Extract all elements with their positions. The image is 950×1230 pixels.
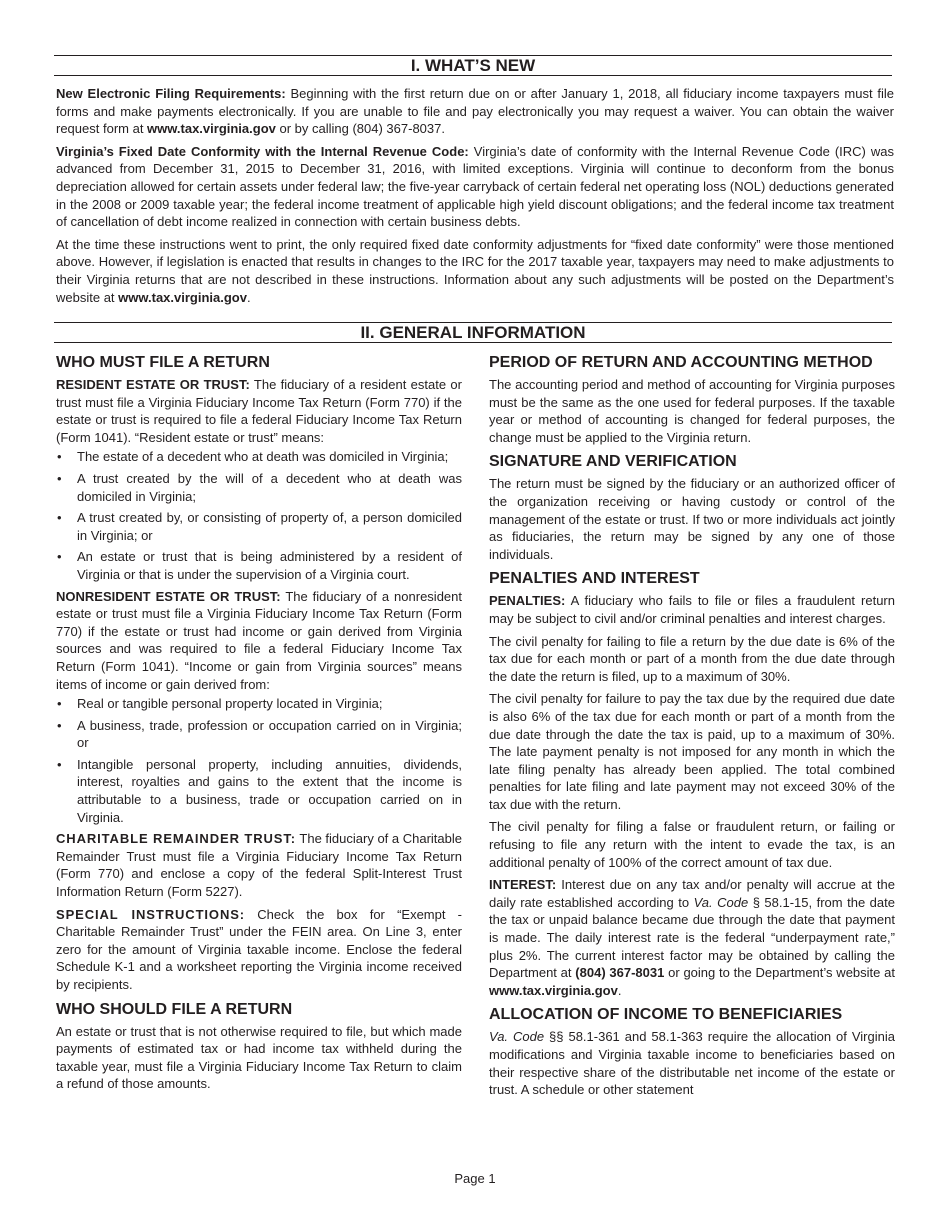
bullet-icon: • — [57, 549, 62, 565]
list-item — [56, 509, 462, 544]
bullet-icon: • — [57, 696, 62, 712]
section-heading-general-information: II. GENERAL INFORMATION — [54, 322, 892, 343]
text: . — [617, 982, 622, 998]
text: §§ 58.1-361 and 58.1-363 require the allocation of Virginia modifications and Virginia taxable income to beneficiaries based on their respective share of the distributable net income of the estate or trust. A schedule or other statement — [489, 1029, 895, 1098]
bullet-icon: • — [57, 510, 62, 526]
label-charitable: CHARITABLE REMAINDER TRUST: — [56, 831, 297, 847]
label-fixed-date-conformity: Virginia’s Fixed Date Conformity with the Internal Revenue Code: — [56, 143, 469, 159]
right-column — [489, 352, 895, 1104]
paragraph-signature: The return must be signed by the fiduciary or an authorized officer of the organization receiving or having custody or control of the management of the estate or trust. If two or more individuals act jointly as fiduciaries, the return may be signed by any one of those individuals. — [489, 476, 895, 562]
list-item-text: A business, trade, profession or occupation carried on in Virginia; or — [77, 717, 462, 751]
bullet-icon: • — [57, 756, 62, 772]
text: or by calling (804) 367-8037. — [275, 121, 445, 137]
list-item — [56, 470, 462, 505]
paragraph-resident — [56, 376, 462, 446]
heading-period-of-return: PERIOD OF RETURN AND ACCOUNTING METHOD — [489, 354, 873, 371]
nonresident-bullet-list — [56, 695, 462, 826]
list-item-text: Real or tangible personal property located in Virginia; — [77, 696, 383, 712]
paragraph-period: The accounting period and method of accounting for Virginia purposes must be the same as the one used for federal purposes. If the taxable year or method of accounting is changed for federal purposes, the change must be applied to the Virginia return. — [489, 377, 895, 445]
heading-who-must-file: WHO MUST FILE A RETURN — [56, 354, 270, 371]
list-item-text: Intangible personal property, including annuities, dividends, interest, royalties and gains to the extent that the income is attributable to a business, trade or occupation carried on in Virginia. — [77, 756, 462, 825]
label-nonresident: NONRESIDENT ESTATE OR TRUST: — [56, 588, 281, 604]
left-column — [56, 352, 462, 1098]
list-item-text: A trust created by, or consisting of property of, a person domiciled in Virginia; or — [77, 510, 462, 543]
paragraph-fixed-date-conformity — [56, 143, 894, 231]
paragraph-electronic-filing — [56, 85, 894, 138]
text: . — [246, 289, 251, 305]
code-reference: Va. Code — [489, 1029, 545, 1045]
heading-allocation: ALLOCATION OF INCOME TO BENEFICIARIES — [489, 1006, 843, 1024]
paragraph-failure-to-pay: The civil penalty for failure to pay the tax due by the required due date is also 6% of the tax due for each month or part of a month from the due date through the date the tax is paid, up to a maximum of 30%. The late payment penalty is not imposed for any month in which the late filing penalty has already been applied. The total combined penalties for late filing and late payment may not exceed 30% of the tax due with the return. — [489, 691, 895, 812]
website-link[interactable]: www.tax.virginia.gov — [118, 289, 247, 305]
heading-signature: SIGNATURE AND VERIFICATION — [489, 453, 737, 471]
list-item-text: A trust created by the will of a decedent who at death was domiciled in Virginia; — [77, 470, 462, 504]
paragraph-who-should-file: An estate or trust that is not otherwise required to file, but which made payments of estimated tax or had income tax withheld during the taxable year, must file a Virginia Fiduciary Income Tax Return to claim a refund of those amounts. — [56, 1023, 462, 1092]
bullet-icon: • — [57, 470, 62, 486]
phone-number: (804) 367-8031 — [575, 965, 665, 981]
paragraph-adjustments — [56, 236, 894, 306]
text: A fiduciary who fails to file or files a fraudulent return may be subject to civil and/or criminal penalties and interest charges. — [489, 593, 895, 626]
resident-bullet-list — [56, 448, 462, 583]
text: or going to the Department’s website at — [664, 965, 895, 981]
bullet-icon: • — [57, 449, 62, 465]
text: The fiduciary of a nonresident estate or trust must file a Virginia Fiduciary Income Tax Return (Form 770) if the estate or trust had income or gain derived from Virginia sources and was required to file a federal Fiduciary Income Tax Return (Form 1041). “Income or gain from Virginia sources” means items of income or gain derived from: — [56, 588, 462, 692]
text: § 58.1-15, from the date the tax or unpaid balance became due through the date that payment is made. The daily interest rate is the federal “underpayment rate,” plus 2%. The current interest factor may be obtained by calling the Department at — [489, 894, 895, 981]
label-special-instructions: SPECIAL INSTRUCTIONS: — [56, 906, 246, 922]
list-item-text: The estate of a decedent who at death was domiciled in Virginia; — [77, 449, 449, 465]
paragraph-interest — [489, 876, 895, 999]
text: The fiduciary of a resident estate or trust must file a Virginia Fiduciary Income Tax Return (Form 770) if the estate or trust is required to file a federal Fiduciary Income Tax Return (Form 1041). “Resident estate or trust” means: — [56, 377, 462, 445]
paragraph-allocation — [489, 1028, 895, 1098]
list-item — [56, 717, 462, 752]
paragraph-nonresident — [56, 588, 462, 694]
text: Virginia’s date of conformity with the Internal Revenue Code (IRC) was advanced from December 31, 2015 to December 31, 2016, with limited exceptions. Virginia will continue to deconform from the bonus depreciation allowed for certain assets under federal law; the five-year carryback of certain federal net operating loss (NOL) deductions generated in the 2008 or 2009 taxable year; the federal income treatment of applicable high yield discount obligations; and the federal income tax treatment of cancellation of debt income realized in connection with certain business debts. — [56, 143, 894, 230]
paragraph-charitable — [56, 830, 462, 900]
page-number: Page 1 — [454, 1171, 496, 1186]
website-link[interactable]: www.tax.virginia.gov — [489, 982, 618, 998]
paragraph-special-instructions — [56, 906, 462, 994]
paragraph-fraudulent-return: The civil penalty for filing a false or fraudulent return, or failing or refusing to file any return with the intent to evade the tax, is an additional penalty of 100% of the correct amount of tax due. — [489, 819, 895, 870]
label-electronic-filing: New Electronic Filing Requirements: — [56, 86, 286, 101]
whats-new-section — [56, 85, 894, 311]
code-reference: Va. Code — [693, 894, 749, 910]
label-resident: RESIDENT ESTATE OR TRUST: — [56, 377, 250, 392]
heading-who-should-file: WHO SHOULD FILE A RETURN — [56, 1000, 293, 1018]
text: The fiduciary of a Charitable Remainder Trust must file a Virginia Fiduciary Income Tax Return (Form 770) and enclose a copy of the federal Split-Interest Trust Information Return (Form 5227). — [56, 831, 462, 900]
section-heading-whats-new: I. WHAT’S NEW — [54, 55, 892, 76]
text: At the time these instructions went to print, the only required fixed date conformity adjustments for “fixed date conformity” were those mentioned above. However, if legislation is enacted that results in changes to the IRC for the 2017 taxable year, taxpayers may need to make adjustments to their Virginia returns that are not described in these instructions. Information about any such adjustments will be posted on the Department’s website at — [56, 236, 894, 305]
text: Check the box for “Exempt - Charitable Remainder Trust” under the FEIN area. On Line 3, enter zero for the amount of Virginia taxable income. Enclose the federal Schedule K-1 and a worksheet reporting the Virginia income received by recipients. — [56, 906, 463, 992]
text: Interest due on any tax and/or penalty will accrue at the daily rate established according to — [489, 877, 895, 910]
list-item — [56, 756, 462, 826]
heading-penalties: PENALTIES AND INTEREST — [489, 570, 700, 588]
list-item — [56, 695, 462, 713]
bullet-icon: • — [57, 717, 62, 733]
website-link[interactable]: www.tax.virginia.gov — [147, 121, 276, 137]
text: Beginning with the first return due on or after January 1, 2018, all fiduciary income taxpayers must file forms and make payments electronically. If you are unable to file and pay electronically you may request a waiver. You can obtain the waiver request form at — [56, 86, 894, 137]
list-item — [56, 548, 462, 583]
label-interest: INTEREST: — [489, 877, 557, 893]
list-item-text: An estate or trust that is being administered by a resident of Virginia or that is under the supervision of a Virginia court. — [77, 549, 462, 582]
label-penalties: PENALTIES: — [489, 593, 566, 609]
list-item — [56, 448, 462, 466]
paragraph-penalties — [489, 592, 895, 627]
paragraph-failing-to-file: The civil penalty for failing to file a return by the due date is 6% of the tax due for each month or part of a month from the due date through the date the return is filed, up to a maximum of 30%. — [489, 633, 895, 684]
